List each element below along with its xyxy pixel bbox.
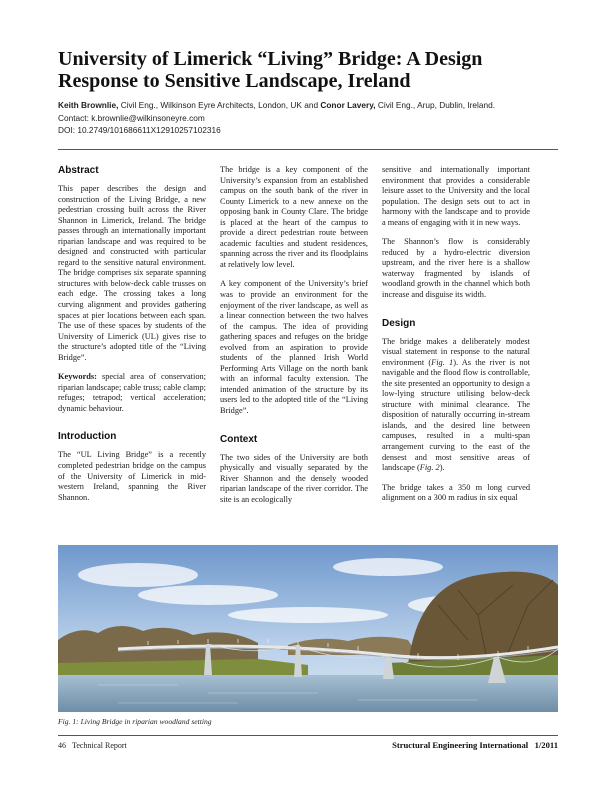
column-2 bbox=[220, 165, 368, 505]
author-1-affiliation: Civil Eng., Wilkinson Eyre Architects, London, UK and bbox=[118, 100, 321, 110]
paragraph: The bridge takes a 350 m long curved alignment on a 300 m radius in six equal bbox=[382, 482, 530, 503]
paper-title: University of Limerick “Living” Bridge: A Design Response to Sensitive Landscape, Ireland bbox=[58, 48, 483, 92]
paragraph: The Shannon’s flow is considerably reduced by a hydro-electric diversion upstream, and the river here is a shallow waterway fragmented by islands of woodland growth in the channel which both increase and disguise its width. bbox=[382, 237, 530, 300]
design-heading: Design bbox=[382, 317, 416, 329]
author-line bbox=[58, 99, 558, 112]
paragraph: sensitive and internationally important environment that provides a considerable leisure asset to the University and the local population. The design sets out to act in harmony with the landscape and to provide a means of engaging with it in new ways. bbox=[382, 165, 530, 227]
contact-email[interactable]: Contact: k.brownlie@wilkinsoneyre.com bbox=[58, 112, 205, 123]
column-3 bbox=[382, 165, 530, 504]
keywords-text: special area of conservation; riparian landscape; cable truss; cable clamp; refuges; tetrapod; vertical acceleration; dynamic behaviour. bbox=[58, 372, 206, 413]
keywords bbox=[58, 372, 206, 414]
footer-rule bbox=[58, 735, 558, 736]
author-2-name: Conor Lavery, bbox=[320, 100, 376, 110]
header-rule bbox=[58, 149, 558, 150]
issue-number: 1/2011 bbox=[534, 740, 558, 750]
author-block bbox=[58, 99, 558, 137]
page-number: 46 bbox=[58, 741, 66, 750]
paragraph: A key component of the University’s brief was to provide an environment for the enjoyment of the river landscape, as well as a linear connection between the two halves of the campus. The idea of providing gathering spaces and refuges on the bridge evolved from an aspiration to provide students of the planned Irish World Performing Arts Village on the north bank with an informal faculty extension. The intended animation of the structure by its users led to the adopted title of the “Living Bridge”. bbox=[220, 279, 368, 416]
journal-name: Structural Engineering International bbox=[392, 740, 529, 750]
author-1-name: Keith Brownlie, bbox=[58, 100, 119, 110]
figure-1-reference[interactable]: Fig. 1 bbox=[431, 357, 454, 367]
doi[interactable]: DOI: 10.2749/101686611X12910257102316 bbox=[58, 125, 221, 135]
abstract-heading: Abstract bbox=[58, 165, 99, 176]
section-label: Technical Report bbox=[72, 741, 127, 750]
context-heading: Context bbox=[220, 433, 258, 445]
paragraph: The bridge is a key component of the University’s expansion from an established campus on the south bank of the river in County Limerick to a new annexe on the opposing bank in County Clare. The bridge is placed at the heart of the campus to provide a direct pedestrian route between academic faculties and student residences, spanning across the river and its floodplains at relatively low level. bbox=[220, 165, 368, 269]
introduction-heading: Introduction bbox=[58, 431, 117, 443]
abstract-text: This paper describes the design and construction of the Living Bridge, a new pedestrian crossing built across the River Shannon in Limerick, Ireland. The bridge passes through an internationally important riparian landscape and was required to be designed and constructed with particular regard to the sensitive natural environment. The bridge comprises six separate spanning structures with below-deck cable trusses on each edge. The crossing takes a long curving alignment and provides gathering spaces at pier locations between each span. The use of these spaces by students of the University of Limerick (UL) gives rise to the structure’s adopted title of the “Living Bridge”. bbox=[58, 184, 206, 362]
keywords-label: Keywords: bbox=[58, 372, 97, 382]
column-1 bbox=[58, 165, 206, 503]
footer-left bbox=[58, 740, 127, 751]
bridge-photo bbox=[58, 545, 558, 712]
paragraph: The bridge makes a deliberately modest visual statement in response to the natural environment (Fig. 1). As the river is not navigable and the flood flow is controllable, the site presented an opportunity to design a low-lying structure utilising below-deck structure with minimal clearance. The disposition of naturally occurring in-stream islands, and the desired line between campuses, resulted in a multi-span arrangement curving to the east of the densest and most sensitive areas of landscape (Fig. 2). bbox=[382, 336, 530, 473]
author-2-affiliation: Civil Eng., Arup, Dublin, Ireland. bbox=[375, 100, 496, 110]
figure-caption: Fig. 1: Living Bridge in riparian woodland setting bbox=[58, 717, 212, 726]
figure-2-reference[interactable]: Fig. 2 bbox=[419, 463, 440, 473]
river bbox=[58, 675, 558, 712]
paragraph: The two sides of the University are both physically and visually separated by the River Shannon and the densely wooded riparian landscape of the river corridor. The site is an ecologically bbox=[220, 452, 368, 504]
bridge-photo-illustration bbox=[58, 545, 558, 712]
introduction-text: The “UL Living Bridge” is a recently completed pedestrian bridge on the campus of the University of Limerick in mid-western Ireland, spanning the River Shannon. bbox=[58, 450, 206, 502]
footer-right bbox=[392, 740, 558, 751]
